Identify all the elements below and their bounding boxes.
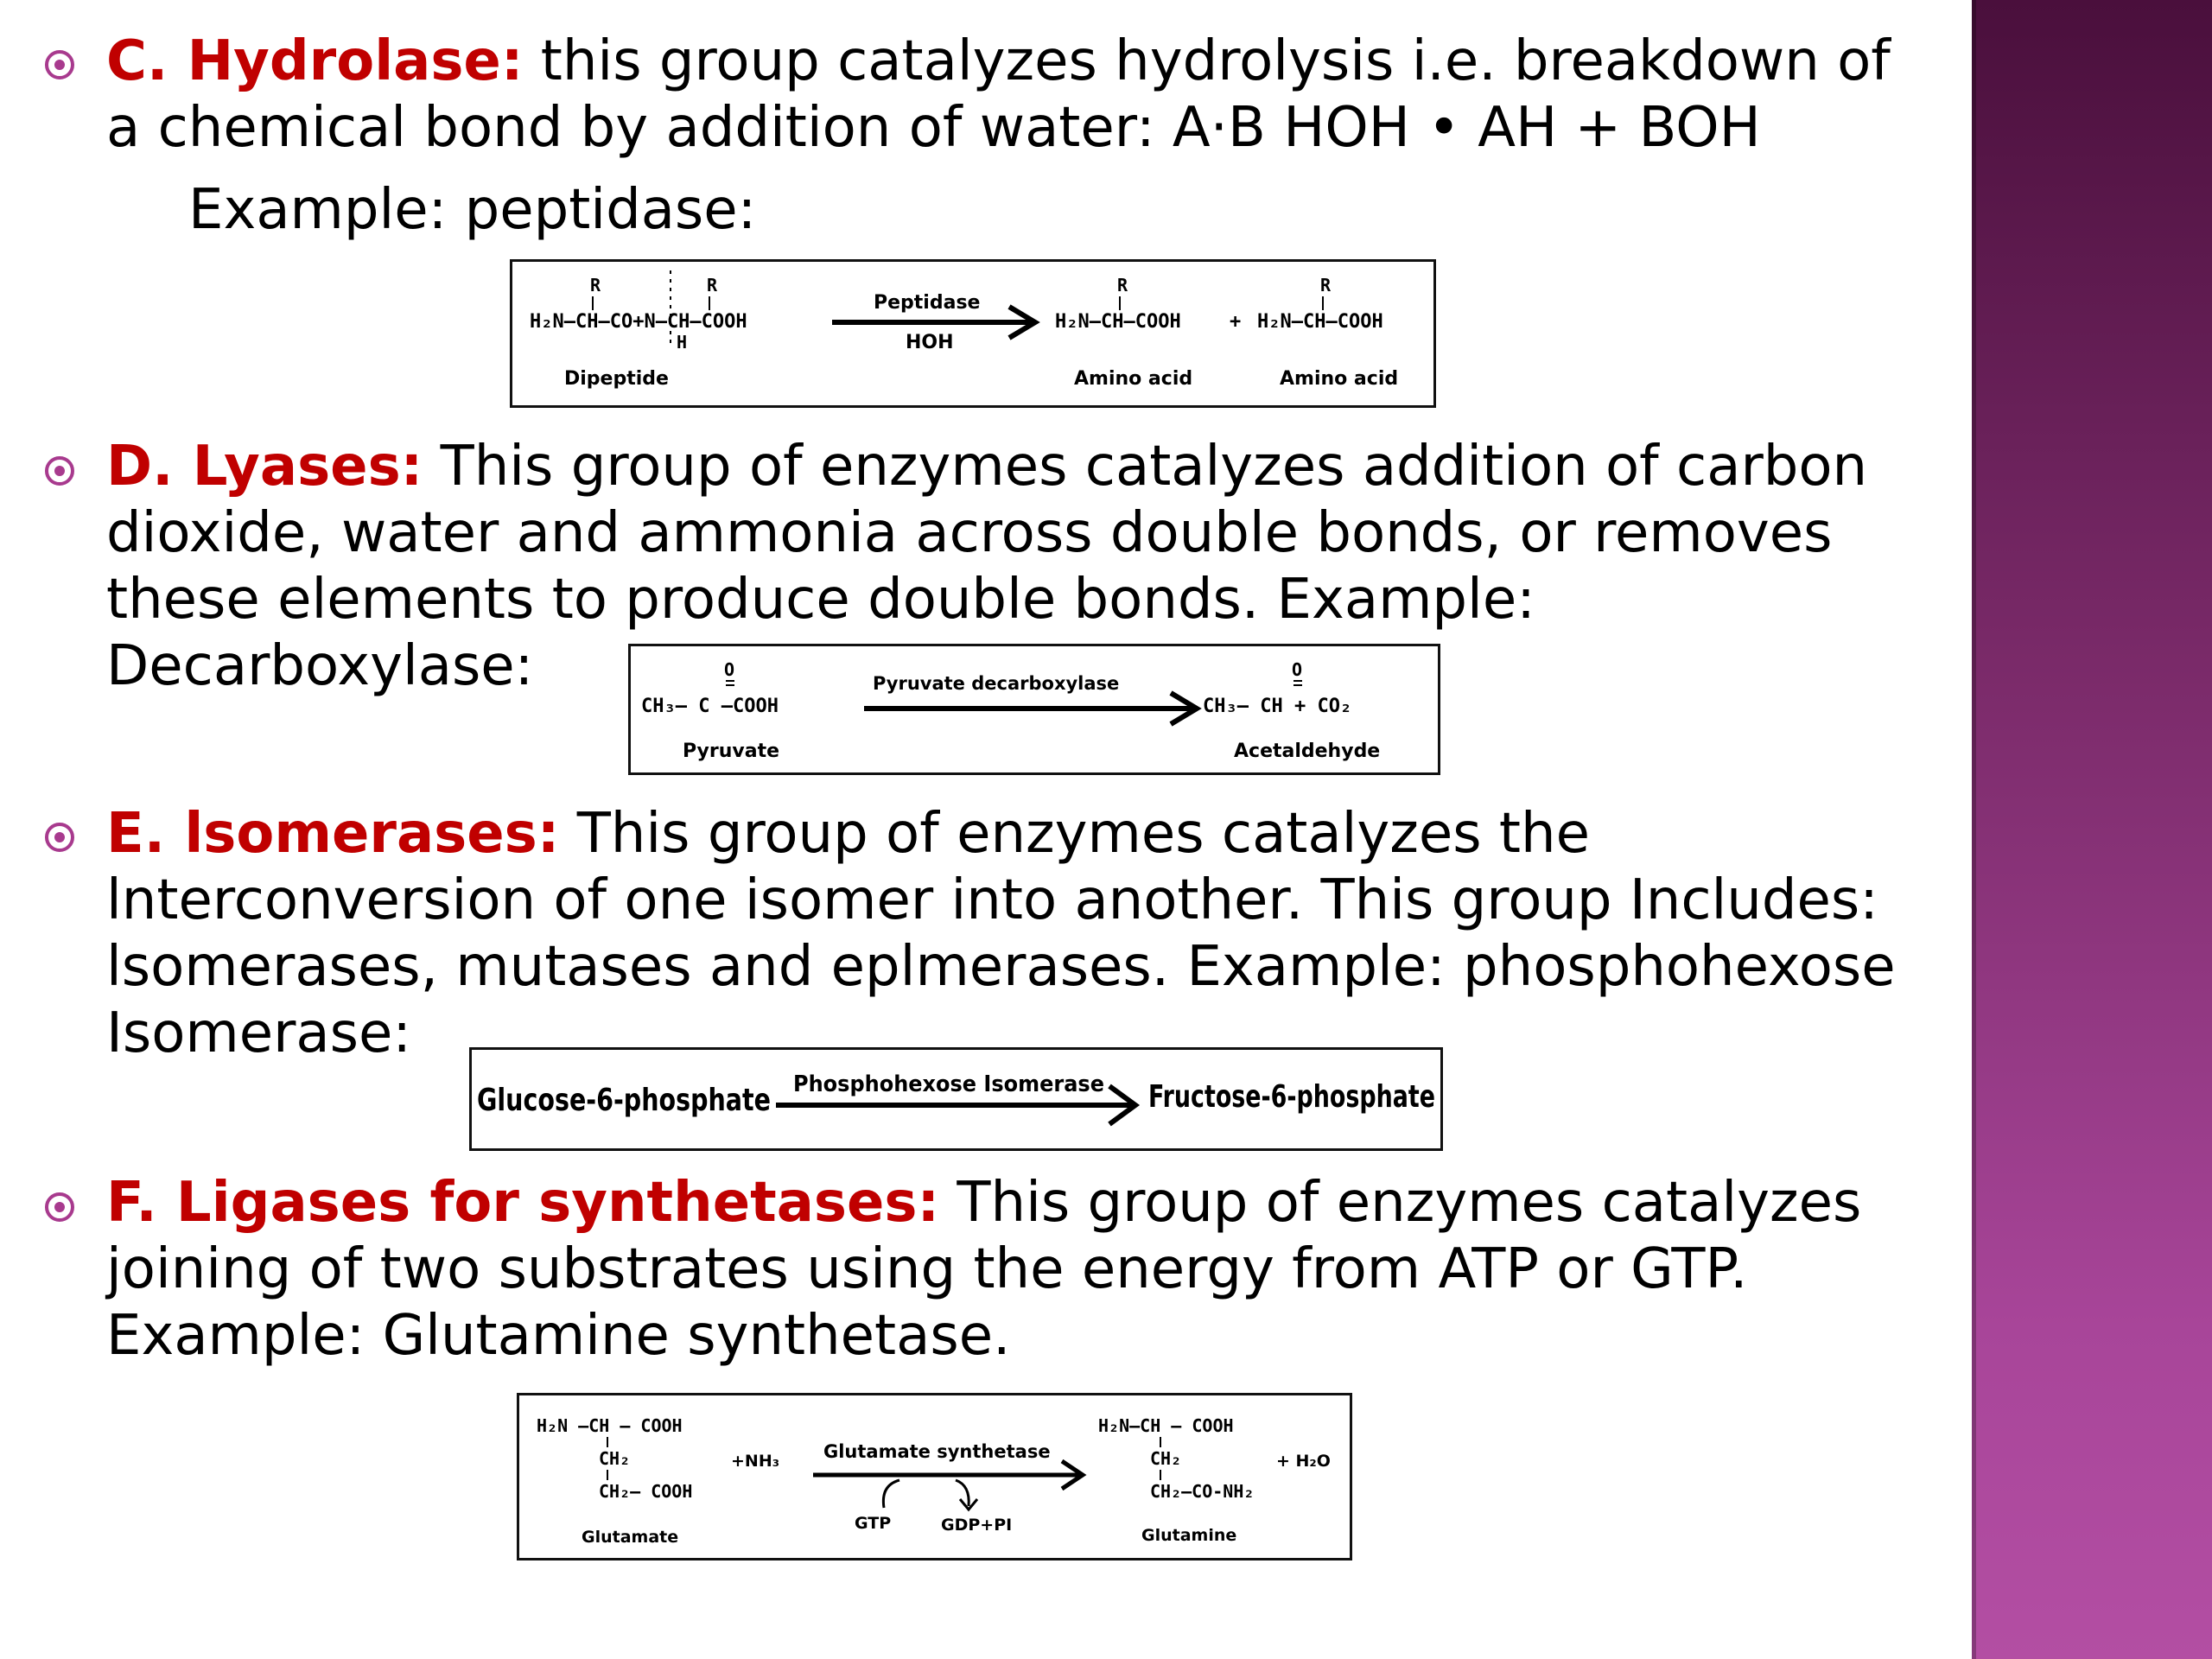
ligases-paragraph xyxy=(106,1170,1904,1370)
amino-acid-1-formula: H₂N–CH–COOH xyxy=(1055,311,1181,333)
amino-acid-1-label: Amino acid xyxy=(1074,368,1193,390)
amide-h: H xyxy=(677,332,688,353)
amino-acid-2-label: Amino acid xyxy=(1280,368,1399,390)
pyruvate-oxygen: O xyxy=(724,659,735,680)
lyases-text: This group of enzymes catalyzes addition of carbon dioxide, water and ammonia across double bonds, or removes these elements to produce double bonds. Example: Decarboxylase: xyxy=(106,435,1868,698)
glutamate-line-3: CH₂– COOH xyxy=(599,1481,693,1502)
decorative-side-bar xyxy=(1972,0,2212,1659)
ligases-heading: F. Ligases for synthetases: xyxy=(106,1171,940,1235)
hoh-label: HOH xyxy=(906,332,954,353)
bullet-circle-icon xyxy=(45,823,74,852)
synthetase-reaction-figure xyxy=(517,1393,1352,1560)
hydrolase-heading: C. Hydrolase: xyxy=(106,29,524,93)
decarboxylase-enzyme-label: Pyruvate decarboxylase xyxy=(873,673,1120,694)
acetaldehyde-oxygen: O xyxy=(1292,659,1303,680)
ligases-text: This group of enzymes catalyzes joining of two substrates using the energy from ATP or GTP. Example: Glutamine synthetase. xyxy=(106,1171,1862,1368)
pyruvate-formula: CH₃– C –COOH xyxy=(641,696,779,717)
r-group-2: R xyxy=(707,275,718,296)
r-group-4: R xyxy=(1320,275,1332,296)
glutamine-label: Glutamine xyxy=(1141,1526,1237,1545)
bullet-circle-icon xyxy=(45,50,74,79)
glutamine-line-1: H₂N–CH – COOH xyxy=(1098,1415,1234,1436)
peptidase-enzyme-label: Peptidase xyxy=(874,292,981,314)
acetaldehyde-formula: CH₃– CH + CO₂ xyxy=(1203,696,1352,717)
hydrolase-text: this group catalyzes hydrolysis i.e. breakdown of a chemical bond by addition of water: A·B HOH • AH + BOH xyxy=(106,29,1891,160)
bullet-circle-icon xyxy=(45,456,74,486)
amino-acid-2-formula: H₂N–CH–COOH xyxy=(1257,311,1383,333)
gtp-label: GTP xyxy=(855,1514,892,1533)
glutamate-line-2: CH₂ xyxy=(599,1448,631,1469)
acetaldehyde-label: Acetaldehyde xyxy=(1234,741,1381,762)
bullet-circle-icon xyxy=(45,1192,74,1222)
isomerases-text: This group of enzymes catalyzes the lnterconversion of one isomer into another. This group Includes: lsomerases, mutases and eplmerases. Example: phosphohexose Isomerase: xyxy=(106,802,1896,1065)
isomerases-paragraph xyxy=(106,801,1973,1067)
lyases-heading: D. Lyases: xyxy=(106,435,423,499)
glutamine-line-3: CH₂–CO-NH₂ xyxy=(1150,1481,1255,1502)
isomerases-heading: E. lsomerases: xyxy=(106,802,560,866)
glutamate-line-1: H₂N –CH – COOH xyxy=(537,1415,683,1436)
fructose-6-phosphate: Fructose-6-phosphate xyxy=(1148,1079,1435,1115)
ammonia: +NH₃ xyxy=(731,1452,780,1471)
decarboxylase-reaction-figure xyxy=(628,644,1440,775)
peptidase-reaction-figure xyxy=(510,259,1436,408)
hydrolase-example: Example: peptidase: xyxy=(188,178,757,242)
dipeptide-label: Dipeptide xyxy=(564,368,669,390)
glucose-6-phosphate: Glucose-6-phosphate xyxy=(477,1083,771,1118)
dipeptide-formula: H₂N–CH–CO+N–CH–COOH xyxy=(530,311,747,333)
hydrolase-paragraph xyxy=(106,29,1938,162)
isomerase-reaction-figure xyxy=(469,1047,1443,1151)
pyruvate-label: Pyruvate xyxy=(683,741,780,762)
synthetase-enzyme-label: Glutamate synthetase xyxy=(823,1441,1051,1462)
water-product: + H₂O xyxy=(1276,1452,1331,1471)
glutamine-line-2: CH₂ xyxy=(1150,1448,1182,1469)
r-group-3: R xyxy=(1117,275,1128,296)
plus-sign: + xyxy=(1230,311,1242,333)
isomerase-enzyme-label: Phosphohexose Isomerase xyxy=(793,1071,1104,1097)
glutamate-label: Glutamate xyxy=(582,1528,679,1547)
r-group-1: R xyxy=(590,275,601,296)
gdp-pi-label: GDP+PI xyxy=(941,1516,1013,1535)
